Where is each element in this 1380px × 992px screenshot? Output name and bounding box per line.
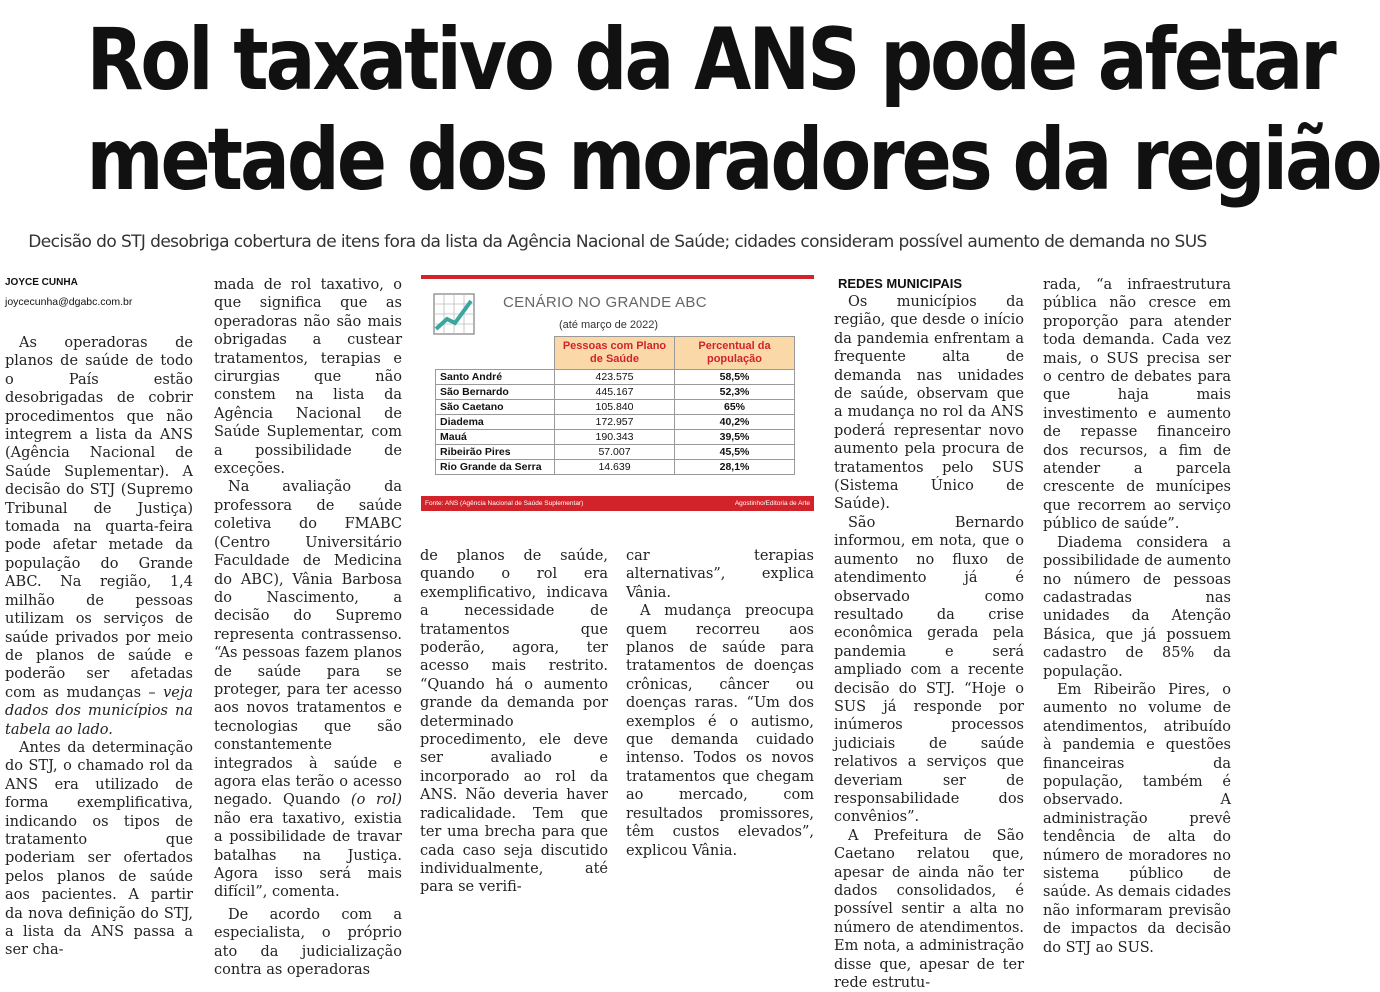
table-row <box>436 445 795 460</box>
plan-holders-value: 105.840 <box>555 400 675 415</box>
municipal-data-table <box>435 336 795 475</box>
paragraph: mada de rol taxativo, o que significa que as operadoras não são mais obrigadas a custear tratamentos, terapias e cirurgias que não constem na lista da Agência Nacional de Saúde Suplementar, com a possibilidade de exceções. <box>214 277 402 478</box>
header-blank-cell <box>436 337 555 370</box>
population-percent: 40,2% <box>675 415 795 430</box>
paragraph-text: Na avaliação da professora de saúde coletiva do FMABC (Centro Universitário Faculdade de Medicina do ABC), Vânia Barbosa do Nascimento, a decisão do Supremo representa contrassenso. “As pessoas fazem planos de saúde para se proteger, para ter acesso aos novos tratamentos e tecnologias que são constantemente integrados à saúde e agora elas terão o acesso negado. Quando <box>214 479 402 809</box>
paragraph <box>214 478 402 901</box>
table-reference-note: veja dados dos municípios na tabela ao lado. <box>5 684 193 738</box>
chart-icon <box>433 293 475 335</box>
plan-holders-value: 57.007 <box>555 445 675 460</box>
paragraph: São Bernardo informou, em nota, que o aumento no fluxo de atendimento já é observado como resultado da crise econômica gerada pela pandemia e será ampliado com a recente decisão do STJ. “Hoje o SUS já responde por inúmeros processos judiciais de saúde relativos a serviços que deveriam ser de responsabilidade dos convênios”. <box>834 514 1024 826</box>
table-source: Fonte: ANS (Agência Nacional de Saúde Suplementar) <box>425 500 584 507</box>
paragraph: A mudança preocupa quem recorreu aos planos de saúde para tratamentos de doenças crônicas, câncer ou doenças raras. “Um dos exemplos é o autismo, que demanda cuidado intenso. Todos os novos tratamentos que chegam ao mercado, com resultados promissores, têm custos elevados”, explicou Vânia. <box>626 603 814 859</box>
city-name: Diadema <box>436 415 555 430</box>
article-column-3 <box>420 547 608 897</box>
paragraph <box>5 334 193 739</box>
table-subtitle: (até março de 2022) <box>559 319 659 331</box>
city-name: Ribeirão Pires <box>436 445 555 460</box>
subheadline: Decisão do STJ desobriga cobertura de itens fora da lista da Agência Nacional de Saúde; cidades consideram possível aumento de demanda no SUS <box>28 232 1207 252</box>
population-percent: 39,5% <box>675 430 795 445</box>
paragraph: Antes da determinação do STJ, o chamado rol da ANS era utilizado de forma exemplificativa, indicando os tipos de tratamento que poderiam ser ofertados pelos planos de saúde aos pacientes. A partir da nova definição do STJ, a lista da ANS passa a ser cha- <box>5 739 193 959</box>
article-column-1 <box>5 334 193 960</box>
city-name: São Caetano <box>436 400 555 415</box>
plan-holders-value: 190.343 <box>555 430 675 445</box>
table-row <box>436 370 795 385</box>
population-percent: 52,3% <box>675 385 795 400</box>
table-row <box>436 430 795 445</box>
table-credit: Agostinho/Editoria de Arte <box>734 500 810 507</box>
paragraph: Os municípios da região, que desde o início da pandemia enfrentam a frequente alta de demanda nas unidades de saúde, observam que a mudança no rol da ANS poderá representar novo aumento pela procura de tratamentos pelo SUS (Sistema Único de Saúde). <box>834 294 1024 513</box>
author-email[interactable]: joycecunha@dgabc.com.br <box>5 296 133 308</box>
data-table-box <box>421 275 814 511</box>
table-row <box>436 460 795 475</box>
paragraph-text: não era taxativo, existia a possibilidade de travar batalhas na Justiça. Agora isso será mais difícil”, comenta. <box>214 810 402 901</box>
paragraph: De acordo com a especialista, o próprio ato da judicialização contra as operadoras <box>214 906 402 979</box>
paragraph: rada, “a infraestrutura pública não cresce em proporção para atender toda demanda. Cada vez mais, o SUS precisa ser o centro de debates para que haja mais investimento e aumento de repasse financeiro dos recursos, a fim de atender a parcela crescente de munícipes que recorrem ao serviço público de saúde”. <box>1043 277 1231 533</box>
headline-line-2: metade dos moradores da região <box>86 110 1380 210</box>
plan-holders-value: 172.957 <box>555 415 675 430</box>
header-population-percent: Percentual da população <box>675 337 795 370</box>
population-percent: 65% <box>675 400 795 415</box>
population-percent: 45,5% <box>675 445 795 460</box>
table-header-row <box>436 337 795 370</box>
city-name: São Bernardo <box>436 385 555 400</box>
plan-holders-value: 14.639 <box>555 460 675 475</box>
table-title: CENÁRIO NO GRANDE ABC <box>503 294 707 311</box>
paragraph: Diadema considera a possibilidade de aumento no número de pessoas cadastradas nas unidades da Atenção Básica, que já possuem cadastro de 85% da população. <box>1043 534 1231 680</box>
population-percent: 58,5% <box>675 370 795 385</box>
population-percent: 28,1% <box>675 460 795 475</box>
article-column-2 <box>214 276 402 979</box>
author-name: JOYCE CUNHA <box>5 277 78 288</box>
article-column-4 <box>626 547 814 860</box>
paragraph: car terapias alternativas”, explica Vânia. <box>626 548 814 601</box>
table-row <box>436 385 795 400</box>
city-name: Mauá <box>436 430 555 445</box>
city-name: Rio Grande da Serra <box>436 460 555 475</box>
article-column-5 <box>834 293 1024 992</box>
paragraph: de planos de saúde, quando o rol era exemplificativo, indicava a necessidade de tratamentos que poderão, agora, ter acesso mais restrito. “Quando há o aumento grande da demanda por determinado procedimento, ele deve ser avaliado e incorporado ao rol da ANS. Não deveria haver radicalidade. Tem que ter uma brecha para que cada caso seja discutido individualmente, até para se verifi- <box>420 548 608 896</box>
plan-holders-value: 445.167 <box>555 385 675 400</box>
italic-aside: (o rol) <box>340 792 403 809</box>
headline-line-1: Rol taxativo da ANS pode afetar <box>86 10 1334 110</box>
header-plan-holders: Pessoas com Plano de Saúde <box>555 337 675 370</box>
city-name: Santo André <box>436 370 555 385</box>
section-heading: REDES MUNICIPAIS <box>838 276 962 291</box>
table-row <box>436 400 795 415</box>
plan-holders-value: 423.575 <box>555 370 675 385</box>
table-row <box>436 415 795 430</box>
paragraph: Em Ribeirão Pires, o aumento no volume de atendimentos, atribuído à pandemia e questões financeiras da população, também é observado. A administração prevê tendência de alta do número de moradores no sistema público de saúde. As demais cidades não informaram previsão de impactos da decisão do STJ ao SUS. <box>1043 681 1231 956</box>
article-column-6 <box>1043 276 1231 957</box>
table-footer <box>421 496 814 511</box>
paragraph-text: As operadoras de planos de saúde de todo o País estão desobrigadas de cobrir procedimentos que não integrem a lista da ANS (Agência Nacional de Saúde Suplementar). A decisão do STJ (Supremo Tribunal de Justiça) tomada na quarta-feira pode afetar metade da população do Grande ABC. Na região, 1,4 milhão de pessoas utilizam os serviços de saúde privados por meio de planos de saúde e poderão ser afetadas com as mudanças – <box>5 335 193 701</box>
paragraph: A Prefeitura de São Caetano relatou que, apesar de ainda não ter dados consolidados, é possível sentir a alta no número de atendimentos. Em nota, a administração disse que, apesar de ter rede estrutu- <box>834 827 1024 992</box>
